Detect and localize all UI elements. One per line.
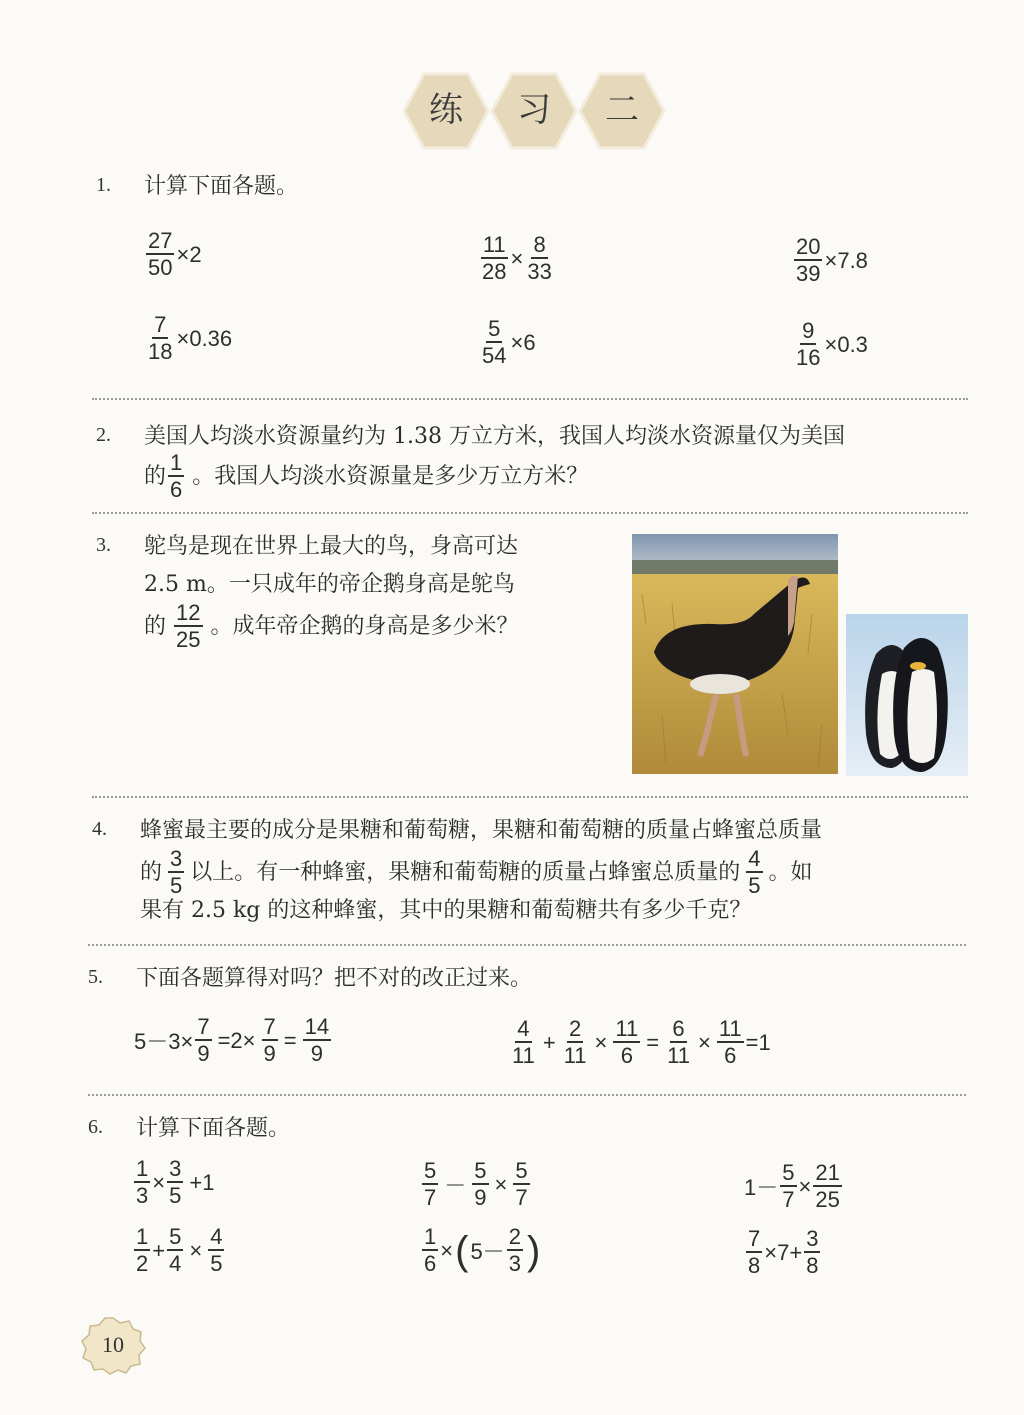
expression: $\frac{7}{18}$ ×0.36 <box>148 312 233 364</box>
fraction: $\frac{11}{6}$ <box>615 1016 639 1068</box>
divider <box>92 398 968 400</box>
question-text: 美国人均淡水资源量约为 1.38 万立方米，我国人均淡水资源量仅为美国 <box>144 424 845 449</box>
fraction: $\frac{4}{11}$ <box>512 1016 535 1068</box>
expression: $\frac{5}{7}$ － $\frac{5}{9}$ × $\frac{5}{7}$ <box>424 1158 528 1210</box>
fraction: $\frac{12}{25}$ <box>176 600 201 652</box>
fraction: $\frac{2}{11}$ <box>563 1016 587 1068</box>
fraction: $\frac{7}{18}$ <box>148 312 173 364</box>
divider <box>92 796 968 798</box>
fraction: $\frac{5}{7}$ <box>424 1158 437 1210</box>
question-number: 6. <box>88 1116 103 1138</box>
fraction: $\frac{1}{6}$ <box>424 1224 437 1276</box>
fraction: $\frac{7}{9}$ <box>263 1014 276 1066</box>
question-text: 计算下面各题。 <box>144 174 299 199</box>
page-number: 10 <box>102 1332 124 1357</box>
expression: $\frac{1}{2}$ + $\frac{5}{4}$ × $\frac{4}{5}$ <box>136 1224 223 1276</box>
expression: $\frac{9}{16}$ ×0.3 <box>796 318 868 370</box>
fraction: $\frac{20}{39}$ <box>796 234 821 286</box>
title-char: 习 <box>517 90 551 130</box>
fraction: $\frac{4}{5}$ <box>210 1224 223 1276</box>
fraction: $\frac{9}{16}$ <box>796 318 821 370</box>
fraction: $\frac{5}{4}$ <box>169 1224 182 1276</box>
fraction: $\frac{2}{3}$ <box>508 1224 521 1276</box>
question-number: 4. <box>92 818 107 840</box>
fraction: $\frac{5}{54}$ <box>482 316 507 368</box>
fraction: $\frac{11}{6}$ <box>718 1016 742 1068</box>
divider <box>92 512 968 514</box>
expression: $\frac{11}{28}$ × $\frac{8}{33}$ <box>482 232 552 284</box>
title-hexagon <box>578 72 666 150</box>
equation: $\frac{4}{11}$ + $\frac{2}{11}$ × $\frac{11}{6}$ = $\frac{6}{11}$ × $\frac{11}{6}$ =1 <box>512 1016 771 1068</box>
question-number: 5. <box>88 966 103 988</box>
expression: $\frac{1}{3}$ × $\frac{3}{5}$ +1 <box>136 1156 215 1208</box>
fraction: $\frac{4}{5}$ <box>748 846 761 898</box>
title-hexagon <box>490 72 578 150</box>
question-text: 的 $\frac{1}{6}$ 。我国人均淡水资源量是多少万立方米？ <box>144 450 589 502</box>
fraction: $\frac{3}{8}$ <box>806 1226 819 1278</box>
fraction: $\frac{6}{11}$ <box>667 1016 690 1068</box>
fraction: $\frac{7}{8}$ <box>748 1226 761 1278</box>
fraction: $\frac{14}{9}$ <box>304 1014 330 1066</box>
section-title <box>402 72 672 152</box>
fraction: $\frac{21}{25}$ <box>815 1160 840 1212</box>
question-text: 果有 2.5 kg 的这种蜂蜜，其中的果糖和葡萄糖共有多少千克？ <box>140 898 752 923</box>
question-text: 2.5 m。一只成年的帝企鹅身高是鸵鸟 <box>144 572 515 597</box>
question-number: 1. <box>96 174 111 196</box>
expression: $\frac{1}{6}$ × ( 5－ $\frac{2}{3}$ ) <box>424 1224 541 1276</box>
title-char: 练 <box>429 90 463 130</box>
fraction: $\frac{27}{50}$ <box>148 228 173 280</box>
fraction: $\frac{7}{9}$ <box>197 1014 210 1066</box>
question-text: 鸵鸟是现在世界上最大的鸟，身高可达 <box>144 534 519 559</box>
title-hexagon <box>402 72 490 150</box>
fraction: $\frac{5}{7}$ <box>782 1160 795 1212</box>
fraction: $\frac{5}{9}$ <box>474 1158 487 1210</box>
divider <box>88 1094 966 1096</box>
expression: $\frac{7}{8}$ ×7+ $\frac{3}{8}$ <box>748 1226 819 1278</box>
expression: 1－ $\frac{5}{7}$ × $\frac{21}{25}$ <box>744 1160 840 1212</box>
equation: 5－3× $\frac{7}{9}$ =2× $\frac{7}{9}$ = $\frac{14}{9}$ <box>134 1014 330 1066</box>
fraction: $\frac{1}{2}$ <box>136 1224 149 1276</box>
question-text: 下面各题算得对吗？把不对的改正过来。 <box>136 966 533 991</box>
expression: $\frac{5}{54}$ ×6 <box>482 316 536 368</box>
question-text: 的 $\frac{12}{25}$ 。成年帝企鹅的身高是多少米？ <box>144 600 519 652</box>
title-char: 二 <box>605 90 639 130</box>
expression: $\frac{27}{50}$ ×2 <box>148 228 202 280</box>
fraction: $\frac{8}{33}$ <box>527 232 552 284</box>
question-text: 计算下面各题。 <box>136 1116 291 1141</box>
penguin-photo <box>846 614 968 776</box>
question-text: 蜂蜜最主要的成分是果糖和葡萄糖，果糖和葡萄糖的质量占蜂蜜总质量 <box>140 818 823 843</box>
fraction: $\frac{11}{28}$ <box>482 232 507 284</box>
question-number: 3. <box>96 534 111 556</box>
fraction: $\frac{1}{3}$ <box>136 1156 149 1208</box>
divider <box>88 944 966 946</box>
fraction: $\frac{3}{5}$ <box>170 846 183 898</box>
ostrich-photo <box>632 534 838 774</box>
fraction: $\frac{3}{5}$ <box>169 1156 182 1208</box>
page-number-badge <box>80 1315 146 1375</box>
question-number: 2. <box>96 424 111 446</box>
fraction: $\frac{5}{7}$ <box>515 1158 528 1210</box>
fraction: $\frac{1}{6}$ <box>170 450 183 502</box>
expression: $\frac{20}{39}$ ×7.8 <box>796 234 868 286</box>
question-text: 的 $\frac{3}{5}$ 以上。有一种蜂蜜，果糖和葡萄糖的质量占蜂蜜总质量的 $\frac{4}{5}$ 。如 <box>140 846 813 898</box>
